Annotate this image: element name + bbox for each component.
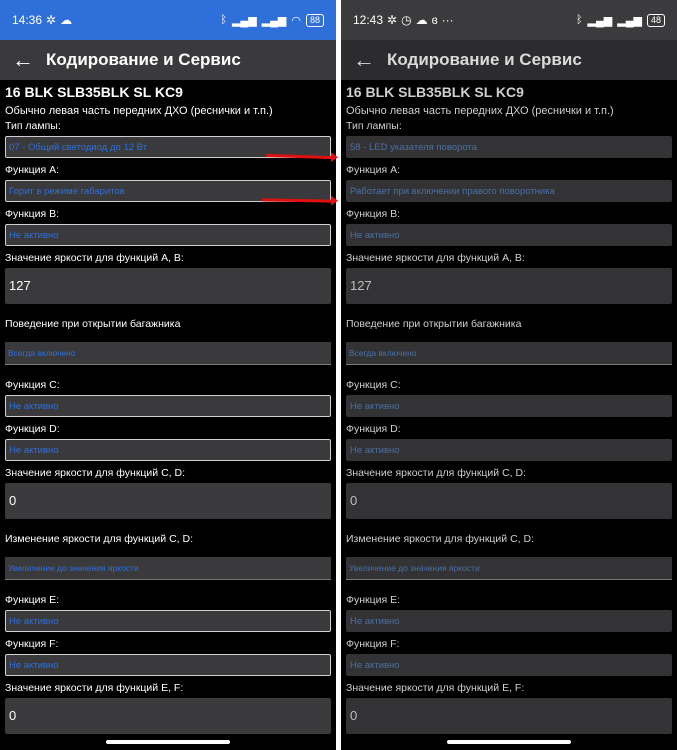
brightness-ef-input[interactable]: 0 xyxy=(5,698,331,734)
status-bar xyxy=(0,0,336,40)
right-screenshot xyxy=(341,0,677,750)
bluetooth-icon: ᛒ xyxy=(575,14,583,26)
back-arrow-icon[interactable]: ← xyxy=(353,47,375,72)
bluetooth-icon: ᛒ xyxy=(220,14,227,26)
function-d-label: Функция D: xyxy=(5,423,60,435)
function-b-label: Функция B: xyxy=(5,208,60,220)
function-c-label: Функция C: xyxy=(5,379,60,391)
lamp-type-select[interactable]: 58 - LED указателя поворота xyxy=(346,136,672,158)
function-e-label: Функция E: xyxy=(5,594,60,606)
block-title: 16 BLK SLB35BLK SL KC9 xyxy=(5,84,183,100)
brightness-change-cd-select[interactable]: Увеличение до значения яркости xyxy=(5,557,331,580)
signal-icon: ▂▄▆ xyxy=(587,14,613,27)
function-e-select[interactable]: Не активно xyxy=(346,610,672,632)
function-b-label: Функция B: xyxy=(346,208,401,220)
home-indicator[interactable] xyxy=(106,740,230,744)
clock-icon: ◷ xyxy=(401,13,412,27)
brightness-change-cd-select[interactable]: Увеличение до значения яркости xyxy=(346,557,672,580)
settings-list xyxy=(0,80,336,734)
function-a-label: Функция A: xyxy=(346,164,401,176)
function-a-label: Функция A: xyxy=(5,164,60,176)
status-time: 12:43 xyxy=(353,13,384,27)
brightness-ab-input[interactable]: 127 xyxy=(346,268,672,304)
more-icon: ··· xyxy=(441,13,454,27)
brightness-ab-label: Значение яркости для функций A, B: xyxy=(346,252,525,264)
left-screenshot xyxy=(0,0,336,750)
status-time: 14:36 xyxy=(12,13,43,27)
signal-icon: ▂▄▆ xyxy=(231,14,257,27)
brightness-ef-input[interactable]: 0 xyxy=(346,698,672,734)
function-d-label: Функция D: xyxy=(346,423,401,435)
function-c-select[interactable]: Не активно xyxy=(5,395,331,417)
brightness-ef-label: Значение яркости для функций E, F: xyxy=(5,682,184,694)
page-title: Кодирование и Сервис xyxy=(46,50,241,69)
brightness-cd-input[interactable]: 0 xyxy=(5,483,331,519)
brightness-ef-label: Значение яркости для функций E, F: xyxy=(346,682,525,694)
wifi-icon: ◠ xyxy=(291,14,301,27)
nfc-icon: ɞ xyxy=(431,13,438,27)
function-e-label: Функция E: xyxy=(346,594,401,606)
app-bar xyxy=(0,40,336,80)
signal-icon: ▂▄▆ xyxy=(617,14,642,27)
block-description: Обычно левая часть передних ДХО (реснички и т.п.) xyxy=(5,105,273,117)
cloud-icon: ☁ xyxy=(415,13,428,27)
brightness-cd-label: Значение яркости для функций C, D: xyxy=(5,467,185,479)
battery-icon: 88 xyxy=(306,14,324,27)
function-f-label: Функция F: xyxy=(346,638,400,650)
function-d-select[interactable]: Не активно xyxy=(346,439,672,461)
function-d-select[interactable]: Не активно xyxy=(5,439,331,461)
lamp-type-select[interactable]: 07 - Общий светодиод до 12 Вт xyxy=(5,136,331,158)
status-bar xyxy=(341,0,677,40)
function-c-label: Функция C: xyxy=(346,379,401,391)
lamp-type-label: Тип лампы: xyxy=(5,120,61,132)
block-title: 16 BLK SLB35BLK SL KC9 xyxy=(346,84,524,100)
trunk-behavior-label: Поведение при открытии багажника xyxy=(346,318,522,330)
brightness-cd-input[interactable]: 0 xyxy=(346,483,672,519)
lamp-type-label: Тип лампы: xyxy=(346,120,402,132)
function-e-select[interactable]: Не активно xyxy=(5,610,331,632)
cloud-icon: ☁ xyxy=(60,13,73,27)
settings-list xyxy=(341,80,677,734)
brightness-ab-label: Значение яркости для функций A, B: xyxy=(5,252,184,264)
page-title: Кодирование и Сервис xyxy=(387,50,582,69)
home-indicator[interactable] xyxy=(447,740,571,744)
trunk-behavior-label: Поведение при открытии багажника xyxy=(5,318,181,330)
brightness-ab-input[interactable]: 127 xyxy=(5,268,331,304)
brightness-change-cd-label: Изменение яркости для функций C, D: xyxy=(346,533,534,545)
back-arrow-icon[interactable]: ← xyxy=(12,47,34,72)
signal-icon: ▂▄▆ xyxy=(261,14,287,27)
notification-icon: ✲ xyxy=(387,13,398,27)
brightness-change-cd-label: Изменение яркости для функций C, D: xyxy=(5,533,193,545)
trunk-behavior-select[interactable]: Всегда включено xyxy=(5,342,331,365)
function-a-select[interactable]: Горит в режиме габаритов xyxy=(5,180,331,202)
block-description: Обычно левая часть передних ДХО (реснички и т.п.) xyxy=(346,105,614,117)
function-b-select[interactable]: Не активно xyxy=(5,224,331,246)
function-b-select[interactable]: Не активно xyxy=(346,224,672,246)
app-bar xyxy=(341,40,677,80)
function-f-select[interactable]: Не активно xyxy=(5,654,331,676)
trunk-behavior-select[interactable]: Всегда включено xyxy=(346,342,672,365)
function-c-select[interactable]: Не активно xyxy=(346,395,672,417)
notification-icon: ✲ xyxy=(46,13,57,27)
brightness-cd-label: Значение яркости для функций C, D: xyxy=(346,467,526,479)
function-a-select[interactable]: Работает при включении правого поворотника xyxy=(346,180,672,202)
battery-icon: 48 xyxy=(647,14,665,27)
function-f-select[interactable]: Не активно xyxy=(346,654,672,676)
function-f-label: Функция F: xyxy=(5,638,59,650)
